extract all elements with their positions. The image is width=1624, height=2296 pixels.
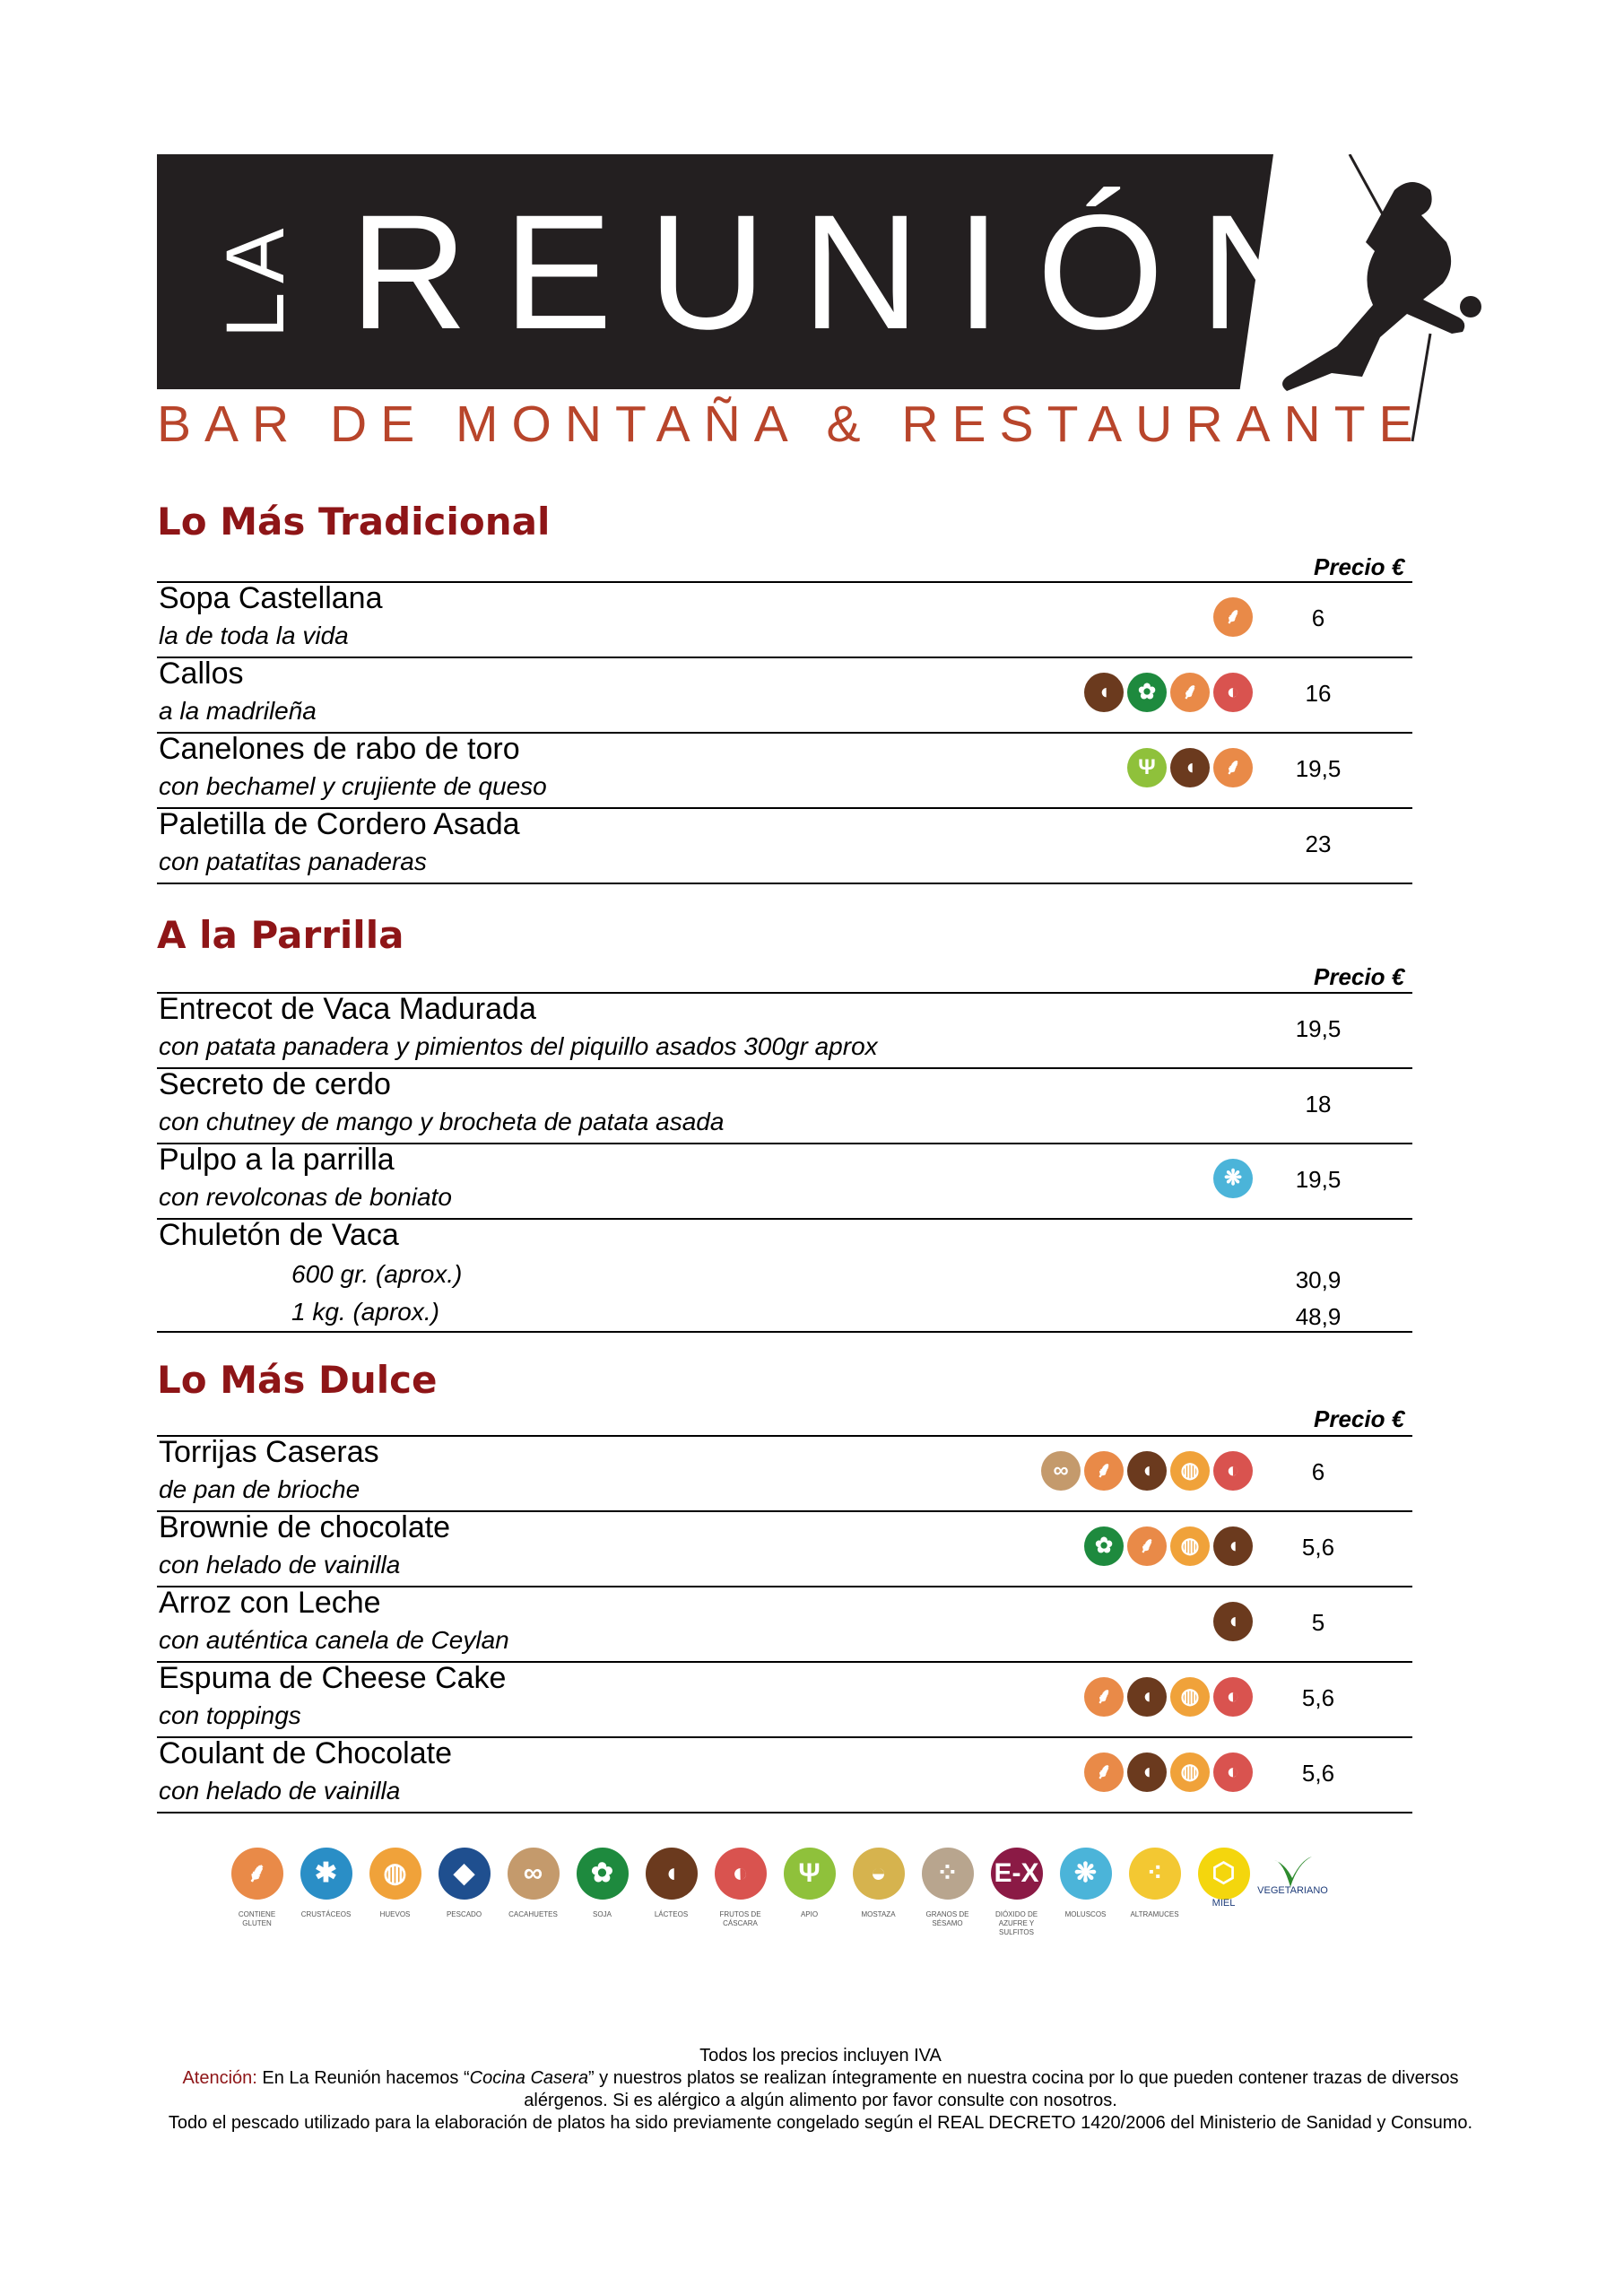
allergen-icons bbox=[1213, 1602, 1253, 1641]
legend-label: HUEVOS bbox=[379, 1910, 411, 1918]
dish-description: con chutney de mango y brocheta de patata asada bbox=[159, 1108, 725, 1135]
legend-label: PESCADO bbox=[446, 1910, 482, 1918]
lacteos-icon: ◖ bbox=[1213, 1526, 1253, 1566]
menu-item bbox=[157, 807, 1412, 883]
footer-attention bbox=[157, 2067, 1484, 2112]
dish-price: 5,6 bbox=[1301, 1684, 1335, 1711]
allergen-icons bbox=[1084, 673, 1253, 712]
legend-item bbox=[1189, 1848, 1258, 1937]
legend-label: MIEL bbox=[1211, 1898, 1236, 1909]
dish-name: Paletilla de Cordero Asada bbox=[159, 807, 520, 841]
menu-item bbox=[157, 1143, 1412, 1218]
legend-item bbox=[637, 1848, 706, 1937]
divider bbox=[157, 1331, 1412, 1333]
logo-subtitle: BAR DE MONTAÑA & RESTAURANTE bbox=[157, 396, 1427, 453]
lacteos-icon: ◖ bbox=[1170, 748, 1210, 787]
menu-item bbox=[157, 1661, 1412, 1736]
miel-icon: ⬡ bbox=[1198, 1848, 1250, 1900]
lacteos-icon: ◖ bbox=[1213, 1602, 1253, 1641]
dish-price: 19,5 bbox=[1295, 755, 1342, 782]
lacteos-icon: ◖ bbox=[1127, 1752, 1167, 1792]
cacahuetes-icon: ∞ bbox=[508, 1848, 560, 1900]
menu-item bbox=[157, 581, 1412, 657]
footer-fish-notice: Todo el pescado utilizado para la elaboración de platos ha sido previamente congelado según el REAL DECRETO 1420/2006 del Ministerio de Sanidad y Consumo. bbox=[168, 2113, 1473, 2133]
apio-icon: Ψ bbox=[784, 1848, 836, 1900]
huevos-icon: ◍ bbox=[1170, 1451, 1210, 1491]
logo-name: REUNIÓN bbox=[350, 180, 1354, 363]
menu-item bbox=[157, 1510, 1412, 1586]
menu-item bbox=[157, 657, 1412, 732]
dish-price: 23 bbox=[1305, 831, 1332, 857]
apio-icon: Ψ bbox=[1127, 748, 1167, 787]
huevos-icon: ◍ bbox=[369, 1848, 421, 1900]
price-header: Precio € bbox=[1314, 553, 1405, 580]
moluscos-icon: ❋ bbox=[1060, 1848, 1112, 1900]
allergen-icons bbox=[1084, 1526, 1253, 1566]
allergen-legend bbox=[222, 1848, 1327, 1937]
divider bbox=[157, 883, 1412, 884]
gluten-icon: ⸙ bbox=[1213, 597, 1253, 637]
dish-description: de pan de brioche bbox=[159, 1475, 360, 1503]
attention-text-a: En La Reunión hacemos “ bbox=[256, 2068, 470, 2088]
dish-description: a la madrileña bbox=[159, 697, 317, 725]
sesamo-icon: ⁘ bbox=[922, 1848, 974, 1900]
gluten-icon: ⸙ bbox=[1213, 748, 1253, 787]
logo-la: LA bbox=[210, 219, 301, 338]
frutos-cascara-icon: ◐ bbox=[715, 1848, 767, 1900]
allergen-icons bbox=[1041, 1451, 1253, 1491]
lacteos-icon: ◖ bbox=[1127, 1677, 1167, 1717]
menu-item bbox=[157, 1067, 1412, 1143]
moluscos-icon: ❋ bbox=[1213, 1159, 1253, 1198]
dish-name: Canelones de rabo de toro bbox=[159, 732, 520, 766]
legend-label: ALTRAMUCES bbox=[1130, 1910, 1179, 1918]
section-title-parrilla: A la Parrilla bbox=[157, 913, 404, 957]
legend-label: FRUTOS DE CÁSCARA bbox=[719, 1910, 761, 1927]
legend-item bbox=[568, 1848, 637, 1937]
frutos-cascara-icon: ◐ bbox=[1213, 1451, 1253, 1491]
section-title-dulce: Lo Más Dulce bbox=[157, 1358, 438, 1402]
dish-price: 5,6 bbox=[1301, 1534, 1335, 1561]
allergen-icons bbox=[1084, 1752, 1253, 1792]
dish-name: Sopa Castellana bbox=[159, 581, 383, 615]
dish-name: Chuletón de Vaca bbox=[159, 1218, 399, 1252]
lacteos-icon: ◖ bbox=[1084, 673, 1124, 712]
menu-item bbox=[157, 1736, 1412, 1812]
dish-description: con toppings bbox=[159, 1701, 301, 1729]
legend-item bbox=[706, 1848, 775, 1937]
legend-label: VEGETARIANO bbox=[1257, 1885, 1328, 1896]
menu-item bbox=[157, 732, 1412, 807]
dish-name: Coulant de Chocolate bbox=[159, 1736, 453, 1770]
dish-price: 5,6 bbox=[1301, 1760, 1335, 1787]
gluten-icon: ⸙ bbox=[1084, 1752, 1124, 1792]
crustaceos-icon: ✱ bbox=[300, 1848, 352, 1900]
dish-name: Espuma de Cheese Cake bbox=[159, 1661, 507, 1695]
gluten-icon: ⸙ bbox=[1170, 673, 1210, 712]
lacteos-icon: ◖ bbox=[646, 1848, 698, 1900]
legend-item bbox=[982, 1848, 1051, 1937]
frutos-cascara-icon: ◐ bbox=[1213, 1752, 1253, 1792]
legend-item bbox=[1258, 1848, 1327, 1937]
pescado-icon: ◆ bbox=[439, 1848, 491, 1900]
sulfitos-icon: E-X bbox=[991, 1848, 1043, 1900]
dish-price: 18 bbox=[1305, 1091, 1332, 1118]
dish-option: 600 gr. (aprox.) bbox=[291, 1260, 463, 1288]
dish-price: 16 bbox=[1305, 680, 1332, 707]
allergen-icons bbox=[1084, 1677, 1253, 1717]
legend-item bbox=[222, 1848, 291, 1937]
dish-price: 19,5 bbox=[1295, 1015, 1342, 1042]
dish-price: 6 bbox=[1311, 604, 1325, 631]
dish-description: con revolconas de boniato bbox=[159, 1183, 452, 1211]
menu-item bbox=[157, 1435, 1412, 1510]
dish-price: 6 bbox=[1311, 1458, 1325, 1485]
footer-vat: Todos los precios incluyen IVA bbox=[699, 2046, 942, 2066]
legend-label: SOJA bbox=[593, 1910, 612, 1918]
legend-item bbox=[913, 1848, 982, 1937]
legend-item bbox=[775, 1848, 844, 1937]
soja-icon: ✿ bbox=[577, 1848, 629, 1900]
dish-name: Secreto de cerdo bbox=[159, 1067, 391, 1101]
legend-label: GRANOS DE SÉSAMO bbox=[925, 1910, 969, 1927]
legend-item bbox=[1051, 1848, 1120, 1937]
lacteos-icon: ◖ bbox=[1127, 1451, 1167, 1491]
dish-description: con auténtica canela de Ceylan bbox=[159, 1626, 509, 1654]
gluten-icon: ⸙ bbox=[1084, 1451, 1124, 1491]
legend-label: CACAHUETES bbox=[508, 1910, 558, 1918]
altramuces-icon: ⁖ bbox=[1129, 1848, 1181, 1900]
frutos-cascara-icon: ◐ bbox=[1213, 673, 1253, 712]
dish-description: con helado de vainilla bbox=[159, 1777, 401, 1805]
frutos-cascara-icon: ◐ bbox=[1213, 1677, 1253, 1717]
section-title-tradicional: Lo Más Tradicional bbox=[157, 500, 551, 544]
gluten-icon: ⸙ bbox=[1127, 1526, 1167, 1566]
dish-name: Arroz con Leche bbox=[159, 1586, 381, 1620]
menu-item bbox=[157, 1586, 1412, 1661]
dish-name: Entrecot de Vaca Madurada bbox=[159, 992, 536, 1026]
huevos-icon: ◍ bbox=[1170, 1677, 1210, 1717]
cacahuetes-icon: ∞ bbox=[1041, 1451, 1081, 1491]
dish-price: 5 bbox=[1311, 1609, 1325, 1636]
dish-description: con patatitas panaderas bbox=[159, 848, 427, 875]
allergen-icons bbox=[1127, 748, 1253, 787]
dish-option-price: 48,9 bbox=[1295, 1303, 1342, 1330]
legend-item bbox=[1120, 1848, 1189, 1937]
attention-text-b: ” y nuestros platos se realizan íntegramente en nuestra cocina por lo que pueden contener trazas de diversos alérgenos. Si es alérgico a algún alimento por favor consulte con nosotros. bbox=[524, 2068, 1459, 2110]
restaurant-logo bbox=[157, 154, 1484, 453]
price-header: Precio € bbox=[1314, 1405, 1405, 1432]
attention-italic: Cocina Casera bbox=[469, 2068, 588, 2088]
mostaza-icon: ◒ bbox=[853, 1848, 905, 1900]
dish-description: con helado de vainilla bbox=[159, 1551, 401, 1578]
legend-label: CRUSTÁCEOS bbox=[300, 1910, 352, 1918]
price-header: Precio € bbox=[1314, 963, 1405, 990]
huevos-icon: ◍ bbox=[1170, 1752, 1210, 1792]
menu-item bbox=[157, 992, 1412, 1067]
divider bbox=[157, 1812, 1412, 1813]
legend-label: CONTIENE GLUTEN bbox=[238, 1910, 276, 1927]
legend-item bbox=[291, 1848, 360, 1937]
gluten-icon: ⸙ bbox=[231, 1848, 283, 1900]
legend-label: LÁCTEOS bbox=[654, 1910, 689, 1918]
attention-label: Atención: bbox=[182, 2068, 257, 2088]
dish-option-price: 30,9 bbox=[1295, 1266, 1342, 1293]
legend-label: DIÓXIDO DE AZUFRE Y SULFITOS bbox=[994, 1910, 1038, 1936]
legend-item bbox=[844, 1848, 913, 1937]
dish-option: 1 kg. (aprox.) bbox=[291, 1298, 439, 1326]
legend-label: MOSTAZA bbox=[861, 1910, 896, 1918]
soja-icon: ✿ bbox=[1084, 1526, 1124, 1566]
legend-item bbox=[360, 1848, 430, 1937]
allergen-icons bbox=[1213, 1159, 1253, 1198]
huevos-icon: ◍ bbox=[1170, 1526, 1210, 1566]
legend-item bbox=[499, 1848, 568, 1937]
legend-label: MOLUSCOS bbox=[1064, 1910, 1107, 1918]
gluten-icon: ⸙ bbox=[1084, 1677, 1124, 1717]
dish-name: Torrijas Caseras bbox=[159, 1435, 379, 1469]
dish-name: Callos bbox=[159, 657, 244, 691]
dish-price: 19,5 bbox=[1295, 1166, 1342, 1193]
dish-description: la de toda la vida bbox=[159, 622, 349, 649]
allergen-icons bbox=[1213, 597, 1253, 637]
dish-description: con bechamel y crujiente de queso bbox=[159, 772, 547, 800]
dish-description: con patata panadera y pimientos del piquillo asados 300gr aprox bbox=[159, 1032, 878, 1060]
dish-name: Brownie de chocolate bbox=[159, 1510, 451, 1544]
dish-name: Pulpo a la parrilla bbox=[159, 1143, 395, 1177]
soja-icon: ✿ bbox=[1127, 673, 1167, 712]
legend-label: APIO bbox=[800, 1910, 819, 1918]
legend-item bbox=[430, 1848, 499, 1937]
